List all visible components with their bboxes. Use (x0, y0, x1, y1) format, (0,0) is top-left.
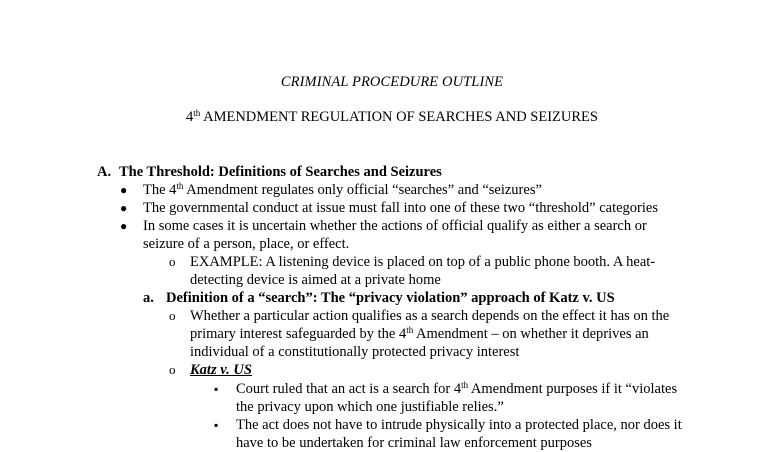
section-a-heading: The Threshold: Definitions of Searches and Seizures (119, 164, 442, 180)
subtitle-number: 4 (186, 109, 194, 125)
circle-bullet-icon: o (169, 362, 176, 377)
square-bullet-icon: ▪ (214, 382, 219, 396)
bullet-text-2: The governmental conduct at issue must fall into one of these two “threshold” categories (143, 200, 658, 216)
search-definition-post: Amendment – on whether it deprives an (413, 326, 649, 342)
example-line-1: EXAMPLE: A listening device is placed on top of a public phone booth. A heat- (190, 254, 656, 270)
subsection-a-label: a. (143, 290, 154, 306)
bullet-text-3-line-2: seizure of a person, place, or effect. (143, 236, 350, 252)
katz-holding-pre: Court ruled that an act is a search for 4 (236, 381, 462, 397)
subtitle-superscript: th (193, 108, 201, 118)
bullet-icon: ● (120, 183, 128, 197)
document-subtitle (0, 109, 784, 126)
document-title: CRIMINAL PROCEDURE OUTLINE (280, 74, 504, 90)
bullet-1-pre: The 4 (143, 182, 177, 198)
katz-holding-post: Amendment purposes if it “violates (468, 381, 678, 397)
bullet-1-post: Amendment regulates only official “searches” and “seizures” (183, 182, 542, 198)
search-definition-line-1: Whether a particular action qualifies as a search depends on the effect it has on the (190, 308, 670, 324)
case-name-katz: Katz v. US (190, 362, 252, 378)
search-definition-sup: th (406, 325, 414, 335)
katz-act-line-1: The act does not have to intrude physically into a protected place, nor does it (236, 417, 682, 433)
bullet-icon: ● (120, 201, 128, 215)
circle-bullet-icon: o (169, 254, 176, 269)
subsection-a-heading: Definition of a “search”: The “privacy violation” approach of Katz v. US (166, 290, 615, 306)
search-definition-line-2 (190, 325, 649, 343)
bullet-text-3-line-1: In some cases it is uncertain whether the actions of official qualify as either a search or (143, 218, 647, 234)
bullet-text-1 (143, 181, 542, 199)
example-line-2: detecting device is aimed at a private home (190, 272, 441, 288)
circle-bullet-icon: o (169, 308, 176, 323)
square-bullet-icon: ▪ (214, 418, 219, 432)
katz-holding-sup: th (461, 380, 469, 390)
katz-holding-line-2: the privacy upon which one justifiable relies.” (236, 399, 504, 415)
bullet-icon: ● (120, 219, 128, 233)
katz-act-line-2: have to be undertaken for criminal law enforcement purposes (236, 435, 592, 451)
subtitle-text: AMENDMENT REGULATION OF SEARCHES AND SEIZURES (200, 109, 598, 125)
bullet-1-sup: th (176, 181, 184, 191)
section-a-label: A. (97, 164, 112, 180)
search-definition-line-3: individual of a constitutionally protected privacy interest (190, 344, 520, 360)
katz-holding-line-1 (236, 380, 677, 398)
search-definition-pre: primary interest safeguarded by the 4 (190, 326, 407, 342)
